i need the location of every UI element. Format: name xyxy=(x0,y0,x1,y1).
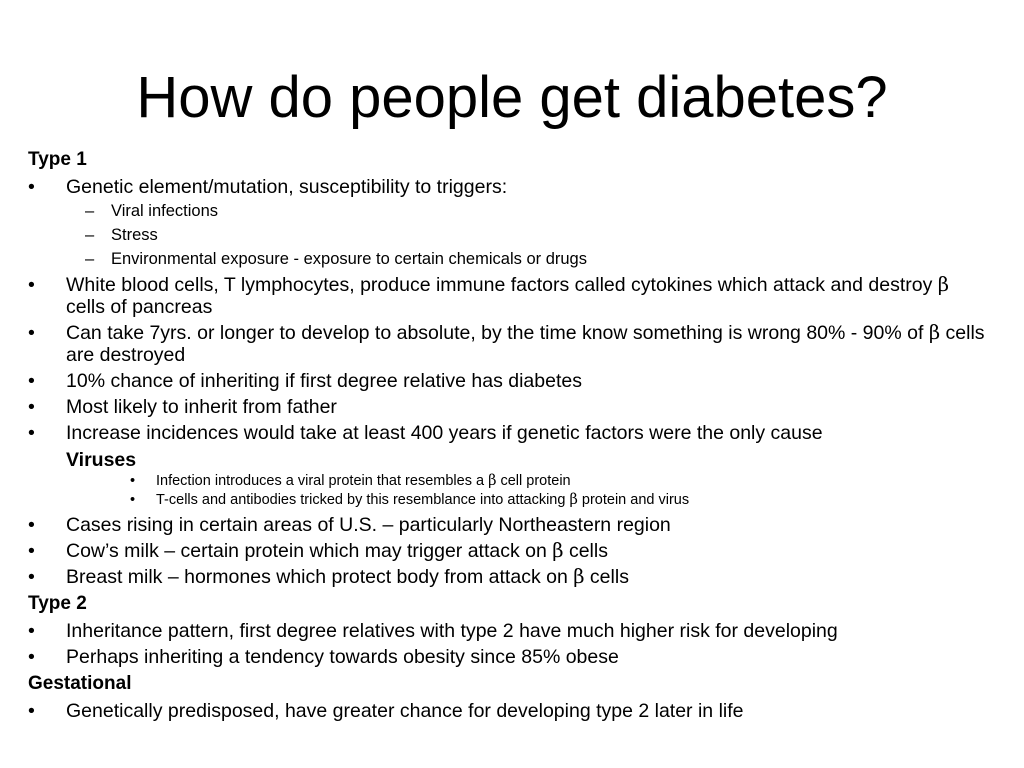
bullet-item xyxy=(28,540,988,562)
slide-body xyxy=(28,148,988,722)
bullet-item xyxy=(28,620,988,642)
dash-icon: – xyxy=(85,250,95,268)
sub-item xyxy=(28,200,988,222)
bullet-item xyxy=(28,566,988,588)
type1-heading: Type 1 xyxy=(28,149,87,170)
bullet-text-end: cells xyxy=(584,566,629,588)
sub-text: Environmental exposure - exposure to certain chemicals or drugs xyxy=(111,250,587,268)
beta-symbol: β xyxy=(937,273,950,296)
bullet-text: Inheritance pattern, first degree relatives with type 2 have much higher risk for developing xyxy=(66,620,838,642)
bullet-item xyxy=(28,514,988,536)
slide-title: How do people get diabetes? xyxy=(136,65,888,130)
bullet-icon: • xyxy=(28,540,35,562)
bullet-text-end: cells are destroyed xyxy=(66,322,985,366)
bullet-icon: • xyxy=(28,274,35,296)
beta-symbol: β xyxy=(928,321,941,344)
dash-icon: – xyxy=(85,226,95,244)
sub-text: Stress xyxy=(111,226,158,244)
bullet-icon: • xyxy=(28,700,35,722)
beta-symbol: β xyxy=(552,539,564,562)
bullet-text: Increase incidences would take at least 400 years if genetic factors were the only cause xyxy=(66,422,823,444)
bullet-text: Most likely to inherit from father xyxy=(66,396,337,418)
bullet-text-end: cells of pancreas xyxy=(66,296,213,318)
bullet-text-end: cells xyxy=(563,540,608,562)
bullet-item xyxy=(28,646,988,668)
bullet-icon: • xyxy=(28,646,35,668)
bullet-text: Genetic element/mutation, susceptibility to triggers: xyxy=(66,176,508,198)
bullet-text: Cow’s milk – certain protein which may trigger attack on xyxy=(66,540,553,562)
virus-text: Infection introduces a viral protein that resembles a xyxy=(156,473,489,489)
bullet-icon: • xyxy=(28,176,35,198)
bullet-text: 10% chance of inheriting if first degree relative has diabetes xyxy=(66,370,582,392)
sub-item xyxy=(28,224,988,246)
bullet-icon: • xyxy=(28,322,35,344)
gestational-heading: Gestational xyxy=(28,673,132,694)
dash-icon: – xyxy=(85,202,95,220)
bullet-icon: • xyxy=(130,473,136,489)
bullet-item xyxy=(28,322,988,366)
type2-heading: Type 2 xyxy=(28,593,87,614)
bullet-icon: • xyxy=(28,422,35,444)
virus-text-end: cell protein xyxy=(496,473,571,489)
virus-text: T-cells and antibodies tricked by this resemblance into attacking xyxy=(156,492,570,508)
bullet-text: Can take 7yrs. or longer to develop to absolute, by the time know something is wrong 80% - 90% of xyxy=(66,322,929,344)
beta-symbol: β xyxy=(573,565,585,588)
bullet-item xyxy=(28,700,988,722)
bullet-item xyxy=(28,396,988,418)
viruses-heading: Viruses xyxy=(66,449,137,471)
bullet-text: White blood cells, T lymphocytes, produce immune factors called cytokines which attack and destroy xyxy=(66,274,938,296)
bullet-text: Cases rising in certain areas of U.S. – particularly Northeastern region xyxy=(66,514,671,536)
bullet-item xyxy=(28,422,988,444)
sub-text: Viral infections xyxy=(111,202,219,220)
beta-symbol: β xyxy=(569,492,578,508)
virus-text-end: protein and virus xyxy=(577,492,690,508)
beta-symbol: β xyxy=(488,473,497,489)
sub-item xyxy=(28,248,988,270)
bullet-item xyxy=(28,274,988,318)
bullet-icon: • xyxy=(28,514,35,536)
bullet-text: Breast milk – hormones which protect body from attack on xyxy=(66,566,574,588)
bullet-text: Genetically predisposed, have greater chance for developing type 2 later in life xyxy=(66,700,744,722)
virus-item xyxy=(28,491,988,510)
bullet-item xyxy=(28,176,988,198)
bullet-icon: • xyxy=(28,620,35,642)
bullet-icon: • xyxy=(28,396,35,418)
bullet-icon: • xyxy=(28,370,35,392)
bullet-item xyxy=(28,370,988,392)
bullet-icon: • xyxy=(130,492,136,508)
bullet-icon: • xyxy=(28,566,35,588)
bullet-text: Perhaps inheriting a tendency towards obesity since 85% obese xyxy=(66,646,619,668)
virus-item xyxy=(28,472,988,491)
